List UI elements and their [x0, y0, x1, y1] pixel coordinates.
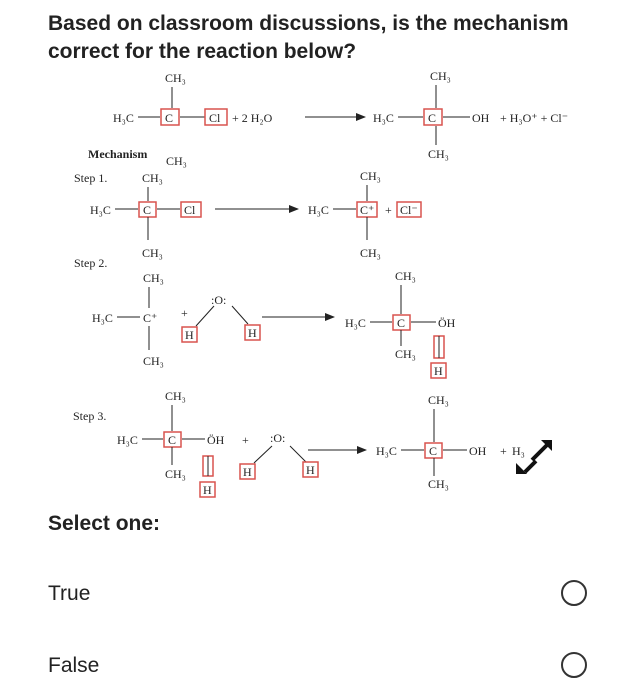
- mechanism-diagram: [0, 60, 641, 510]
- option-false-label: False: [48, 654, 100, 677]
- question-text: Based on classroom discussions, is the mechanism correct for the reaction below?: [48, 12, 569, 63]
- product-ch3-bottom: CH₃: [428, 147, 449, 161]
- s3-water-h-right: H: [306, 463, 315, 477]
- s3p-ch3-top: CH₃: [428, 393, 449, 407]
- overall-reaction: [113, 69, 568, 161]
- s2-water-o: :O:: [211, 293, 227, 307]
- option-true-radio[interactable]: [561, 580, 587, 606]
- step-2-label: Step 2.: [74, 256, 108, 270]
- s3-ch3-top: CH₃: [165, 389, 186, 403]
- s2p-oh: ÖH: [438, 316, 456, 330]
- option-true[interactable]: [0, 570, 641, 620]
- s3-h: H: [203, 483, 212, 497]
- s1p-h3c: H₃C: [308, 203, 329, 217]
- s1-ch3-bottom: CH₃: [142, 246, 163, 260]
- s3-water-h-left: H: [243, 465, 252, 479]
- s2-plus: +: [181, 306, 188, 320]
- product-ch3-top: CH₃: [430, 69, 451, 83]
- s3-ch3-bottom: CH₃: [165, 467, 186, 481]
- s1-c: C: [143, 203, 152, 217]
- s3p-c: C: [429, 444, 438, 458]
- mechanism-label: Mechanism: [88, 147, 148, 161]
- s3p-h3: H₃: [512, 444, 525, 458]
- s3p-ch3-bottom: CH₃: [428, 477, 449, 491]
- s2-ch3-top: CH₃: [143, 271, 164, 285]
- reactant-c: C: [165, 111, 174, 125]
- s2-h3c: H₃C: [92, 311, 113, 325]
- product-h3c: H₃C: [373, 111, 394, 125]
- reactant-h3c: H₃C: [113, 111, 134, 125]
- s1p-ch3-bottom: CH₃: [360, 246, 381, 260]
- s3-h3c: H₃C: [117, 433, 138, 447]
- step-3: [73, 389, 552, 497]
- s3p-oh: OH: [469, 444, 487, 458]
- reaction-reagent: + 2 H₂O: [232, 111, 273, 125]
- s3p-plus: +: [500, 444, 507, 458]
- s1p-cplus: C⁺: [360, 203, 375, 217]
- s3-plus: +: [242, 433, 249, 447]
- s3-oh: ÖH: [207, 433, 225, 447]
- mechanism-figure: [0, 60, 641, 510]
- reactant-cl: Cl: [209, 111, 221, 125]
- s1-ch3-top: CH₃: [142, 171, 163, 185]
- product-oh: OH: [472, 111, 490, 125]
- s2-ch3-bottom: CH₃: [143, 354, 164, 368]
- s1p-ch3-top: CH₃: [360, 169, 381, 183]
- option-false[interactable]: [0, 642, 641, 692]
- s1p-plus: +: [385, 203, 392, 217]
- s2-cplus: C⁺: [143, 311, 158, 325]
- s2p-ch3-bottom: CH₃: [395, 347, 416, 361]
- option-false-radio[interactable]: [561, 652, 587, 678]
- step-2: [74, 256, 456, 378]
- s1-h3c: H₃C: [90, 203, 111, 217]
- reactant-ch3-top: CH₃: [165, 71, 186, 85]
- mechanism-ch3: CH₃: [166, 154, 187, 168]
- s1p-clminus: Cl⁻: [400, 203, 418, 217]
- product-c: C: [428, 111, 437, 125]
- s3p-h3c: H₃C: [376, 444, 397, 458]
- select-one-label: Select one:: [48, 512, 161, 535]
- option-true-label: True: [48, 582, 91, 605]
- s2p-h3c: H₃C: [345, 316, 366, 330]
- s3-c: C: [168, 433, 177, 447]
- step-3-label: Step 3.: [73, 409, 107, 423]
- step-1-label: Step 1.: [74, 171, 108, 185]
- s2p-ch3-top: CH₃: [395, 269, 416, 283]
- s1-cl: Cl: [184, 203, 196, 217]
- s3-water-o: :O:: [270, 431, 286, 445]
- reaction-products-tail: + H₃O⁺ + Cl⁻: [500, 111, 569, 125]
- s2p-h: H: [434, 364, 443, 378]
- s2p-c: C: [397, 316, 406, 330]
- s2-water-h-left: H: [185, 328, 194, 342]
- step-1: [74, 169, 421, 260]
- s2-water-h-right: H: [248, 326, 257, 340]
